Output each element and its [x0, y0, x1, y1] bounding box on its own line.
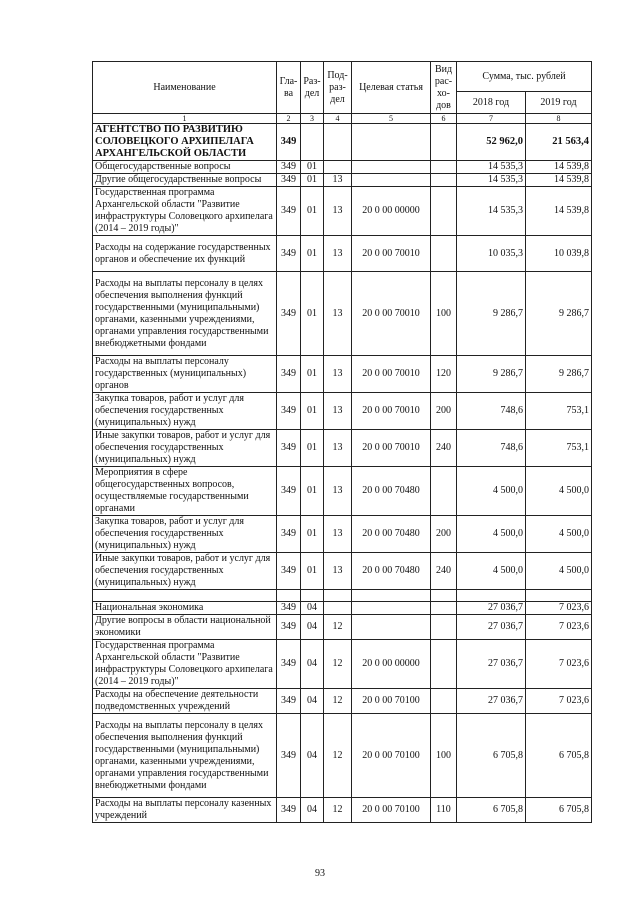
row-section: 01 [301, 467, 324, 516]
header-year-2018: 2018 год [457, 92, 526, 114]
page-number: 93 [315, 868, 325, 879]
column-number: 6 [431, 114, 457, 124]
row-target-article: 20 0 00 70100 [352, 689, 431, 714]
row-target-article: 20 0 00 70480 [352, 467, 431, 516]
row-sum-2019: 753,1 [526, 430, 592, 467]
row-subsection [324, 602, 352, 615]
row-name: Расходы на выплаты персоналу в целях обеспечения выполнения функций государственными (муниципальными) органами, казенными учреждениями, органами управления государственными внебюджетными фондами [93, 272, 277, 356]
table-row [93, 174, 592, 187]
row-sum-2019: 7 023,6 [526, 602, 592, 615]
row-expense-type [431, 602, 457, 615]
row-expense-type [431, 124, 457, 161]
row-name: Расходы на выплаты персоналу в целях обеспечения выполнения функций государственными (муниципальными) органами, казенными учреждениями, органами управления государственными внебюджетными фондами [93, 714, 277, 798]
row-section: 01 [301, 516, 324, 553]
header-expense-type: Вид рас-хо-дов [431, 62, 457, 114]
row-chapter: 349 [277, 174, 301, 187]
row-name: АГЕНТСТВО ПО РАЗВИТИЮ СОЛОВЕЦКОГО АРХИПЕЛАГА АРХАНГЕЛЬСКОЙ ОБЛАСТИ [93, 124, 277, 161]
row-subsection: 12 [324, 689, 352, 714]
row-target-article [352, 174, 431, 187]
row-name: Расходы на выплаты персоналу государственных (муниципальных) органов [93, 356, 277, 393]
row-sum-2019: 10 039,8 [526, 236, 592, 272]
header-sum: Сумма, тыс. рублей [457, 62, 592, 92]
table-body [93, 124, 592, 823]
row-expense-type: 100 [431, 714, 457, 798]
table-row [93, 124, 592, 161]
row-target-article: 20 0 00 70010 [352, 393, 431, 430]
row-name: Государственная программа Архангельской области "Развитие инфраструктуры Соловецкого архипелага (2014 – 2019 годы)" [93, 187, 277, 236]
row-sum-2018: 14 535,3 [457, 161, 526, 174]
header-section: Раз-дел [301, 62, 324, 114]
header-target-article: Целевая статья [352, 62, 431, 114]
row-expense-type [431, 689, 457, 714]
row-sum-2018: 4 500,0 [457, 467, 526, 516]
row-sum-2019: 4 500,0 [526, 516, 592, 553]
row-sum-2019: 9 286,7 [526, 272, 592, 356]
row-section: 01 [301, 272, 324, 356]
budget-table [92, 61, 592, 823]
column-number: 2 [277, 114, 301, 124]
row-sum-2018: 6 705,8 [457, 798, 526, 823]
row-chapter: 349 [277, 640, 301, 689]
row-expense-type: 240 [431, 553, 457, 590]
row-sum-2019: 6 705,8 [526, 714, 592, 798]
row-expense-type: 200 [431, 393, 457, 430]
row-sum-2019: 753,1 [526, 393, 592, 430]
table-row [93, 236, 592, 272]
row-sum-2019: 9 286,7 [526, 356, 592, 393]
row-chapter: 349 [277, 553, 301, 590]
row-sum-2019: 6 705,8 [526, 798, 592, 823]
row-subsection: 12 [324, 798, 352, 823]
column-number: 8 [526, 114, 592, 124]
row-target-article: 20 0 00 70010 [352, 356, 431, 393]
header-name: Наименование [93, 62, 277, 114]
row-chapter: 349 [277, 430, 301, 467]
table-row [93, 615, 592, 640]
row-name: Другие общегосударственные вопросы [93, 174, 277, 187]
row-expense-type: 100 [431, 272, 457, 356]
row-subsection: 13 [324, 236, 352, 272]
row-sum-2018: 4 500,0 [457, 553, 526, 590]
row-expense-type [431, 174, 457, 187]
row-target-article: 20 0 00 70010 [352, 236, 431, 272]
row-subsection: 13 [324, 272, 352, 356]
column-number: 3 [301, 114, 324, 124]
row-name: Национальная экономика [93, 602, 277, 615]
column-number: 4 [324, 114, 352, 124]
row-sum-2019: 7 023,6 [526, 689, 592, 714]
row-subsection: 13 [324, 174, 352, 187]
row-sum-2019: 14 539,8 [526, 187, 592, 236]
row-section: 01 [301, 161, 324, 174]
header-year-2019: 2019 год [526, 92, 592, 114]
row-name: Иные закупки товаров, работ и услуг для обеспечения государственных (муниципальных) нужд [93, 553, 277, 590]
row-name: Государственная программа Архангельской области "Развитие инфраструктуры Соловецкого архипелага (2014 – 2019 годы)" [93, 640, 277, 689]
row-sum-2018: 52 962,0 [457, 124, 526, 161]
table-row [93, 689, 592, 714]
row-chapter [277, 590, 301, 602]
row-section: 01 [301, 236, 324, 272]
column-number-row [93, 114, 592, 124]
row-chapter: 349 [277, 187, 301, 236]
row-section: 01 [301, 430, 324, 467]
row-name: Расходы на содержание государственных органов и обеспечение их функций [93, 236, 277, 272]
table-row [93, 430, 592, 467]
row-chapter: 349 [277, 236, 301, 272]
row-name: Расходы на обеспечение деятельности подведомственных учреждений [93, 689, 277, 714]
row-target-article [352, 124, 431, 161]
row-sum-2018: 10 035,3 [457, 236, 526, 272]
row-name: Другие вопросы в области национальной экономики [93, 615, 277, 640]
row-section: 04 [301, 615, 324, 640]
row-subsection [324, 161, 352, 174]
row-expense-type [431, 187, 457, 236]
row-sum-2019: 14 539,8 [526, 174, 592, 187]
row-sum-2018: 4 500,0 [457, 516, 526, 553]
row-sum-2019 [526, 590, 592, 602]
row-sum-2018 [457, 590, 526, 602]
column-number: 1 [93, 114, 277, 124]
row-name [93, 590, 277, 602]
row-chapter: 349 [277, 393, 301, 430]
row-sum-2018: 27 036,7 [457, 689, 526, 714]
row-target-article: 20 0 00 70010 [352, 272, 431, 356]
row-section: 04 [301, 602, 324, 615]
table-row [93, 272, 592, 356]
row-subsection: 12 [324, 615, 352, 640]
row-section: 01 [301, 187, 324, 236]
row-sum-2019: 14 539,8 [526, 161, 592, 174]
row-subsection [324, 590, 352, 602]
row-sum-2018: 27 036,7 [457, 602, 526, 615]
row-sum-2018: 27 036,7 [457, 615, 526, 640]
row-sum-2018: 14 535,3 [457, 187, 526, 236]
table-row [93, 161, 592, 174]
table-row [93, 393, 592, 430]
row-expense-type [431, 236, 457, 272]
column-number: 7 [457, 114, 526, 124]
table-row [93, 356, 592, 393]
row-sum-2019: 4 500,0 [526, 467, 592, 516]
row-target-article: 20 0 00 70480 [352, 553, 431, 590]
row-sum-2018: 9 286,7 [457, 272, 526, 356]
table-row [93, 553, 592, 590]
budget-page [92, 61, 591, 823]
row-subsection: 13 [324, 393, 352, 430]
row-subsection: 13 [324, 430, 352, 467]
row-target-article: 20 0 00 00000 [352, 187, 431, 236]
row-subsection: 13 [324, 516, 352, 553]
row-target-article: 20 0 00 70010 [352, 430, 431, 467]
row-section: 04 [301, 640, 324, 689]
header-chapter: Гла-ва [277, 62, 301, 114]
table-row [93, 714, 592, 798]
row-section: 01 [301, 356, 324, 393]
table-row [93, 516, 592, 553]
row-sum-2019: 7 023,6 [526, 615, 592, 640]
row-target-article [352, 602, 431, 615]
row-expense-type [431, 161, 457, 174]
row-chapter: 349 [277, 615, 301, 640]
row-chapter: 349 [277, 714, 301, 798]
row-expense-type: 240 [431, 430, 457, 467]
column-number: 5 [352, 114, 431, 124]
row-chapter: 349 [277, 161, 301, 174]
row-chapter: 349 [277, 467, 301, 516]
row-target-article [352, 615, 431, 640]
row-subsection: 12 [324, 714, 352, 798]
row-sum-2019: 7 023,6 [526, 640, 592, 689]
row-target-article: 20 0 00 00000 [352, 640, 431, 689]
row-expense-type [431, 590, 457, 602]
row-subsection: 13 [324, 553, 352, 590]
row-subsection: 13 [324, 467, 352, 516]
row-target-article [352, 161, 431, 174]
row-sum-2018: 6 705,8 [457, 714, 526, 798]
table-row [93, 467, 592, 516]
row-expense-type: 110 [431, 798, 457, 823]
row-expense-type [431, 615, 457, 640]
row-name: Общегосударственные вопросы [93, 161, 277, 174]
row-target-article: 20 0 00 70480 [352, 516, 431, 553]
row-chapter: 349 [277, 516, 301, 553]
row-chapter: 349 [277, 602, 301, 615]
row-subsection [324, 124, 352, 161]
row-expense-type [431, 467, 457, 516]
row-sum-2018: 27 036,7 [457, 640, 526, 689]
row-expense-type [431, 640, 457, 689]
table-row [93, 602, 592, 615]
row-sum-2019: 4 500,0 [526, 553, 592, 590]
row-name: Иные закупки товаров, работ и услуг для обеспечения государственных (муниципальных) нужд [93, 430, 277, 467]
row-name: Мероприятия в сфере общегосударственных вопросов, осуществляемые государственными органами [93, 467, 277, 516]
row-chapter: 349 [277, 124, 301, 161]
row-sum-2019: 21 563,4 [526, 124, 592, 161]
row-section [301, 590, 324, 602]
row-section: 01 [301, 174, 324, 187]
row-sum-2018: 748,6 [457, 393, 526, 430]
row-chapter: 349 [277, 356, 301, 393]
row-sum-2018: 9 286,7 [457, 356, 526, 393]
row-section: 01 [301, 393, 324, 430]
row-sum-2018: 748,6 [457, 430, 526, 467]
table-row [93, 187, 592, 236]
row-target-article [352, 590, 431, 602]
table-row [93, 798, 592, 823]
row-target-article: 20 0 00 70100 [352, 714, 431, 798]
row-expense-type: 200 [431, 516, 457, 553]
row-section: 04 [301, 798, 324, 823]
row-target-article: 20 0 00 70100 [352, 798, 431, 823]
row-chapter: 349 [277, 798, 301, 823]
row-name: Закупка товаров, работ и услуг для обеспечения государственных (муниципальных) нужд [93, 516, 277, 553]
row-subsection: 13 [324, 187, 352, 236]
table-row [93, 590, 592, 602]
row-expense-type: 120 [431, 356, 457, 393]
row-sum-2018: 14 535,3 [457, 174, 526, 187]
row-section: 01 [301, 553, 324, 590]
table-row [93, 640, 592, 689]
row-section [301, 124, 324, 161]
header-subsection: Под-раз-дел [324, 62, 352, 114]
row-name: Закупка товаров, работ и услуг для обеспечения государственных (муниципальных) нужд [93, 393, 277, 430]
row-name: Расходы на выплаты персоналу казенных учреждений [93, 798, 277, 823]
row-chapter: 349 [277, 689, 301, 714]
row-subsection: 12 [324, 640, 352, 689]
row-chapter: 349 [277, 272, 301, 356]
row-section: 04 [301, 689, 324, 714]
row-subsection: 13 [324, 356, 352, 393]
row-section: 04 [301, 714, 324, 798]
